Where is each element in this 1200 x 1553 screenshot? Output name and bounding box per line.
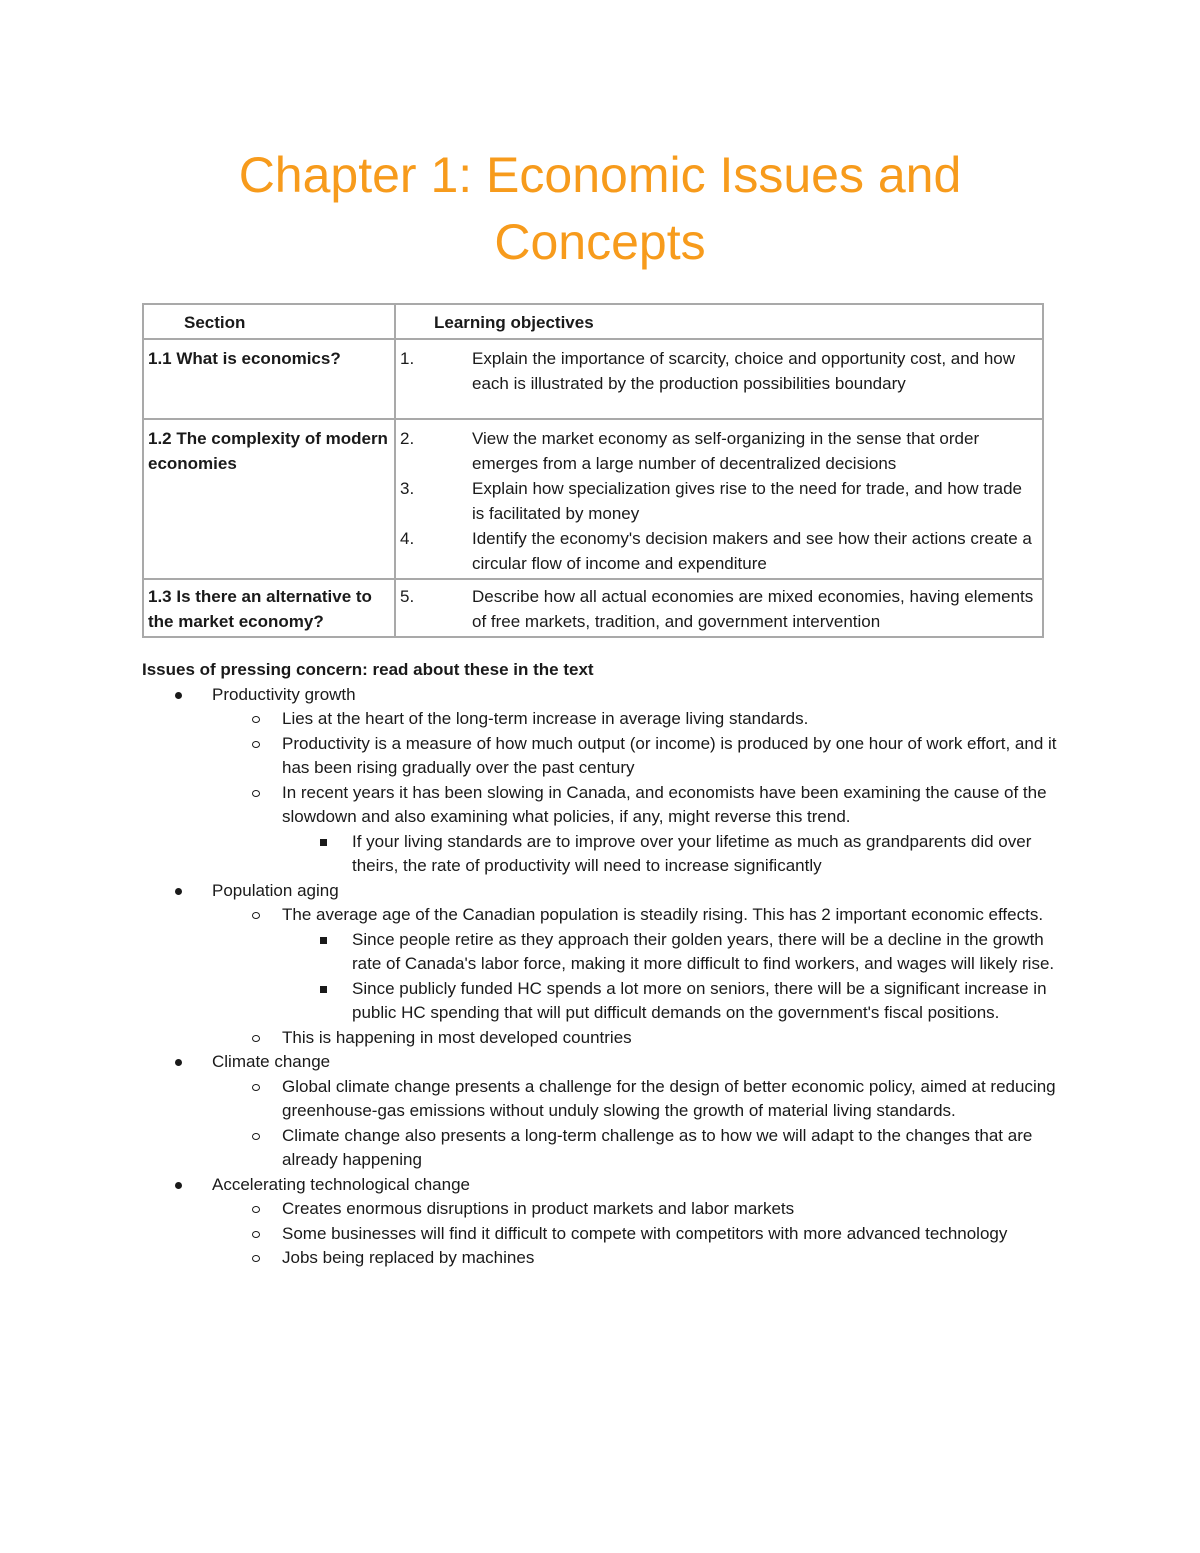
point-text: Climate change also presents a long-term challenge as to how we will adapt to the changes that are already happening [282, 1125, 1033, 1169]
point-list [212, 1197, 1062, 1271]
filled-circle-bullet-icon [175, 1059, 182, 1066]
subpoint-item [282, 830, 1062, 879]
point-list [212, 707, 1062, 879]
topic-label: Climate change [212, 1052, 331, 1071]
objective-text: Describe how all actual economies are mixed economies, having elements of free markets, tradition, and government intervention [472, 587, 1034, 631]
topic-list [142, 683, 1062, 1271]
topic-label: Accelerating technological change [212, 1174, 471, 1194]
section-cell: 1.1 What is economics? [143, 339, 395, 419]
topic-item [142, 683, 1062, 879]
objective-text: Explain how specialization gives rise to the need for trade, and how trade is facilitated by money [472, 479, 1022, 523]
objective-text: View the market economy as self-organizing in the sense that order emerges from a large number of decentralized decisions [472, 429, 980, 473]
objectives-cell [395, 419, 1043, 579]
point-text: Lies at the heart of the long-term increase in average living standards. [282, 709, 809, 728]
objective-text: Explain the importance of scarcity, choice and opportunity cost, and how each is illustrated by the production possibilities boundary [472, 349, 1016, 393]
hollow-circle-bullet-icon [252, 1255, 260, 1262]
objective-item [400, 426, 1038, 476]
point-item [212, 1075, 1062, 1124]
point-text: Productivity is a measure of how much output (or income) is produced by one hour of work effort, and it has been rising gradually over the past century [282, 733, 1057, 777]
point-item [212, 1124, 1062, 1173]
hollow-circle-bullet-icon [252, 1206, 260, 1213]
hollow-circle-bullet-icon [252, 1084, 260, 1091]
point-item [212, 1246, 1062, 1271]
square-bullet-icon [320, 839, 327, 846]
table-row [143, 579, 1043, 637]
topic-item [142, 879, 1062, 1051]
point-item [212, 732, 1062, 781]
point-item [212, 1222, 1062, 1247]
section-cell: 1.2 The complexity of modern economies [143, 419, 395, 579]
hollow-circle-bullet-icon [252, 912, 260, 919]
topic-label: Population aging [212, 880, 339, 900]
objective-number: 5. [400, 587, 415, 606]
hollow-circle-bullet-icon [252, 1035, 260, 1042]
point-item [212, 903, 1062, 1026]
filled-circle-bullet-icon [175, 1182, 182, 1189]
point-item [212, 1026, 1062, 1051]
point-text: Some businesses will find it difficult to compete with competitors with more advanced technology [282, 1223, 1008, 1243]
hollow-circle-bullet-icon [252, 716, 260, 723]
objective-item [400, 526, 1038, 576]
column-header-section: Section [143, 304, 395, 339]
subpoint-item [282, 977, 1062, 1026]
page-title-line1: Chapter 1: Economic Issues and [238, 147, 962, 203]
point-text: Creates enormous disruptions in product markets and labor markets [282, 1199, 795, 1218]
hollow-circle-bullet-icon [252, 741, 260, 748]
objective-number: 2. [400, 429, 415, 448]
issues-section [142, 658, 1062, 1271]
topic-label: Productivity growth [212, 684, 356, 704]
point-item [212, 781, 1062, 879]
hollow-circle-bullet-icon [252, 1133, 260, 1140]
topic-item [142, 1050, 1062, 1173]
point-item [212, 707, 1062, 732]
objective-number: 3. [400, 479, 415, 498]
subpoint-text: Since people retire as they approach their golden years, there will be a decline in the growth rate of Canada's labor force, making it more difficult to find workers, and wages will likely rise. [352, 929, 1055, 973]
objective-number: 4. [400, 529, 415, 548]
learning-objectives-table [142, 303, 1044, 638]
point-text: Global climate change presents a challenge for the design of better economic policy, aimed at reducing greenhouse-gas emissions without unduly slowing the growth of material living standards. [282, 1076, 1056, 1120]
topic-item [142, 1173, 1062, 1271]
page-title [140, 142, 1060, 276]
point-text: In recent years it has been slowing in Canada, and economists have been examining the cause of the slowdown and also examining what policies, if any, might reverse this trend. [282, 782, 1047, 826]
subpoint-text: Since publicly funded HC spends a lot more on seniors, there will be a significant increase in public HC spending that will put difficult demands on the government's fiscal positions. [352, 978, 1047, 1022]
square-bullet-icon [320, 986, 327, 993]
subpoint-list [282, 928, 1062, 1026]
point-text: Jobs being replaced by machines [282, 1248, 535, 1267]
objective-number: 1. [400, 349, 415, 368]
objectives-cell [395, 339, 1043, 419]
page-title-line2: Concepts [494, 214, 706, 270]
objective-item [400, 584, 1038, 634]
point-text: This is happening in most developed countries [282, 1027, 632, 1047]
filled-circle-bullet-icon [175, 692, 182, 699]
table-row [143, 419, 1043, 579]
hollow-circle-bullet-icon [252, 790, 260, 797]
point-text: The average age of the Canadian population is steadily rising. This has 2 important economic effects. [282, 905, 1044, 924]
objective-item [400, 476, 1038, 526]
table-row [143, 339, 1043, 419]
filled-circle-bullet-icon [175, 888, 182, 895]
subpoint-text: If your living standards are to improve over your lifetime as much as grandparents did over theirs, the rate of productivity will need to increase significantly [352, 831, 1032, 875]
point-list [212, 1075, 1062, 1173]
point-list [212, 903, 1062, 1050]
point-item [212, 1197, 1062, 1222]
objective-item [400, 346, 1038, 396]
square-bullet-icon [320, 937, 327, 944]
column-header-objectives: Learning objectives [395, 304, 1043, 339]
objective-text: Identify the economy's decision makers and see how their actions create a circular flow of income and expenditure [472, 529, 1032, 573]
subpoint-item [282, 928, 1062, 977]
objectives-cell [395, 579, 1043, 637]
issues-heading: Issues of pressing concern: read about these in the text [142, 660, 594, 679]
table-header-row [143, 304, 1043, 339]
subpoint-list [282, 830, 1062, 879]
section-cell: 1.3 Is there an alternative to the market economy? [143, 579, 395, 637]
hollow-circle-bullet-icon [252, 1231, 260, 1238]
